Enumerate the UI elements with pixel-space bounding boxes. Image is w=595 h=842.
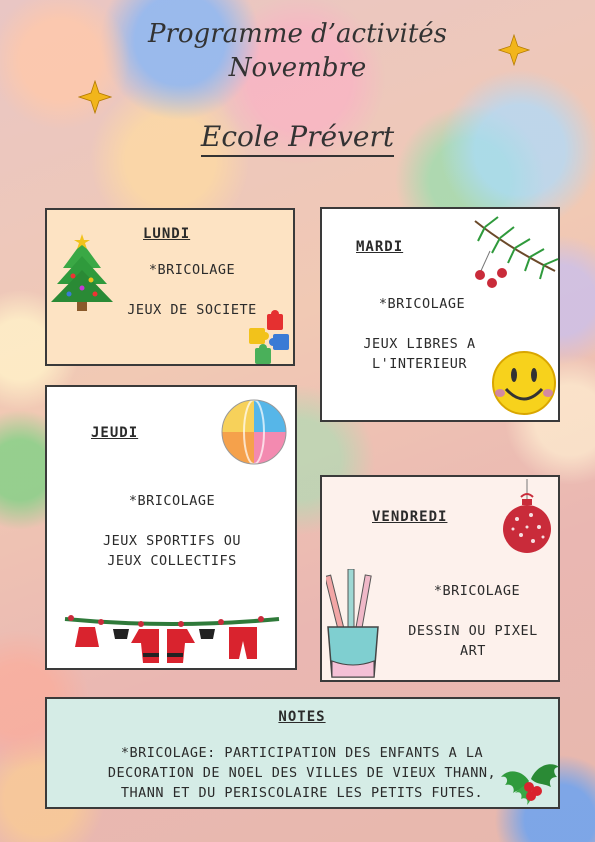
- activity-text: JEUX DE SOCIETE: [127, 302, 257, 318]
- holly-icon: [499, 751, 561, 807]
- page-subtitle: Novembre: [228, 53, 367, 83]
- star-icon: [78, 80, 112, 114]
- notes-label: NOTES: [278, 709, 326, 725]
- day-label: MARDI: [356, 239, 404, 255]
- school-name-text: Ecole Prévert: [201, 120, 394, 157]
- star-icon: [498, 34, 530, 66]
- notes-card: [45, 697, 560, 809]
- garland-icon: [61, 605, 283, 667]
- notes-text: DECORATION DE NOEL DES VILLES DE VIEUX THANN,: [107, 765, 497, 781]
- christmas-tree-icon: [49, 232, 115, 312]
- pencil-cup-icon: [326, 569, 380, 681]
- day-label: JEUDI: [91, 425, 139, 441]
- activity-text: JEUX LIBRES A: [363, 336, 476, 352]
- activity-text: JEUX SPORTIFS OU: [102, 533, 242, 549]
- notes-text: *BRICOLAGE: PARTICIPATION DES ENFANTS A LA: [120, 745, 484, 761]
- card-jeudi: [45, 385, 297, 670]
- day-label: LUNDI: [143, 226, 191, 242]
- activity-text: *BRICOLAGE: [128, 493, 216, 509]
- day-label: VENDREDI: [372, 509, 448, 525]
- card-lundi: [45, 208, 295, 366]
- activity-text: JEUX COLLECTIFS: [107, 553, 237, 569]
- beach-ball-icon: [219, 397, 289, 467]
- activity-text: *BRICOLAGE: [378, 296, 466, 312]
- puzzle-icon: [245, 310, 295, 366]
- activity-text: *BRICOLAGE: [148, 262, 236, 278]
- activity-text: *BRICOLAGE: [433, 583, 521, 599]
- page-title: Programme d’activités: [147, 19, 448, 49]
- notes-text: THANN ET DU PERISCOLAIRE LES PETITS FUTES.: [120, 785, 484, 801]
- activity-text: ART: [460, 643, 486, 659]
- card-mardi: [320, 207, 560, 422]
- pine-branch-icon: [470, 211, 560, 293]
- activity-text: L'INTERIEUR: [372, 356, 467, 372]
- ornament-icon: [500, 479, 554, 559]
- activity-text: DESSIN OU PIXEL: [408, 623, 538, 639]
- smiley-icon: [490, 349, 558, 417]
- card-vendredi: [320, 475, 560, 682]
- school-name: [0, 120, 595, 153]
